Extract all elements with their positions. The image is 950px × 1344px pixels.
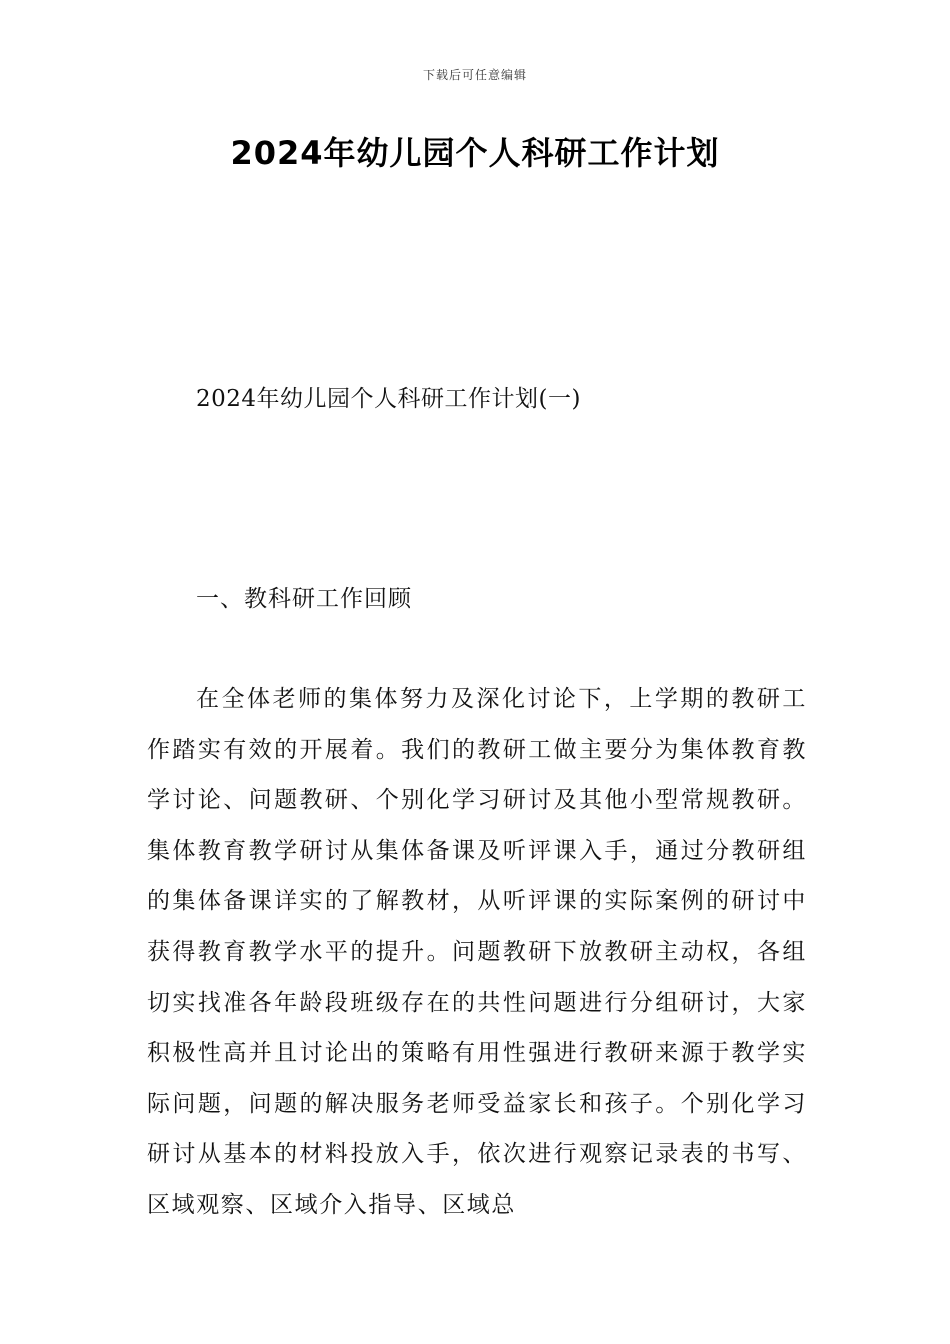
body-paragraph: 在全体老师的集体努力及深化讨论下，上学期的教研工作踏实有效的开展着。我们的教研工做主要分为集体教育教学讨论、问题教研、个别化学习研讨及其他小型常规教研。集体教育教学研讨从集体备课及听评课入手，通过分教研组的集体备课详实的了解教材，从听评课的实际案例的研讨中获得教育教学水平的提升。问题教研下放教研主动权，各组切实找准各年龄段班级存在的共性问题进行分组研讨，大家积极性高并且讨论出的策略有用性强进行教研来源于教学实际问题，问题的解决服务老师受益家长和孩子。个别化学习研讨从基本的材料投放入手，依次进行观察记录表的书写、区域观察、区域介入指导、区域总 bbox=[147, 686, 807, 1218]
section-heading: 一、教科研工作回顾 bbox=[196, 586, 412, 612]
document-subtitle: 2024年幼儿园个人科研工作计划(一) bbox=[196, 386, 581, 412]
header-note: 下载后可任意编辑 bbox=[422, 68, 527, 82]
document-title: 2024年幼儿园个人科研工作计划 bbox=[230, 134, 720, 172]
